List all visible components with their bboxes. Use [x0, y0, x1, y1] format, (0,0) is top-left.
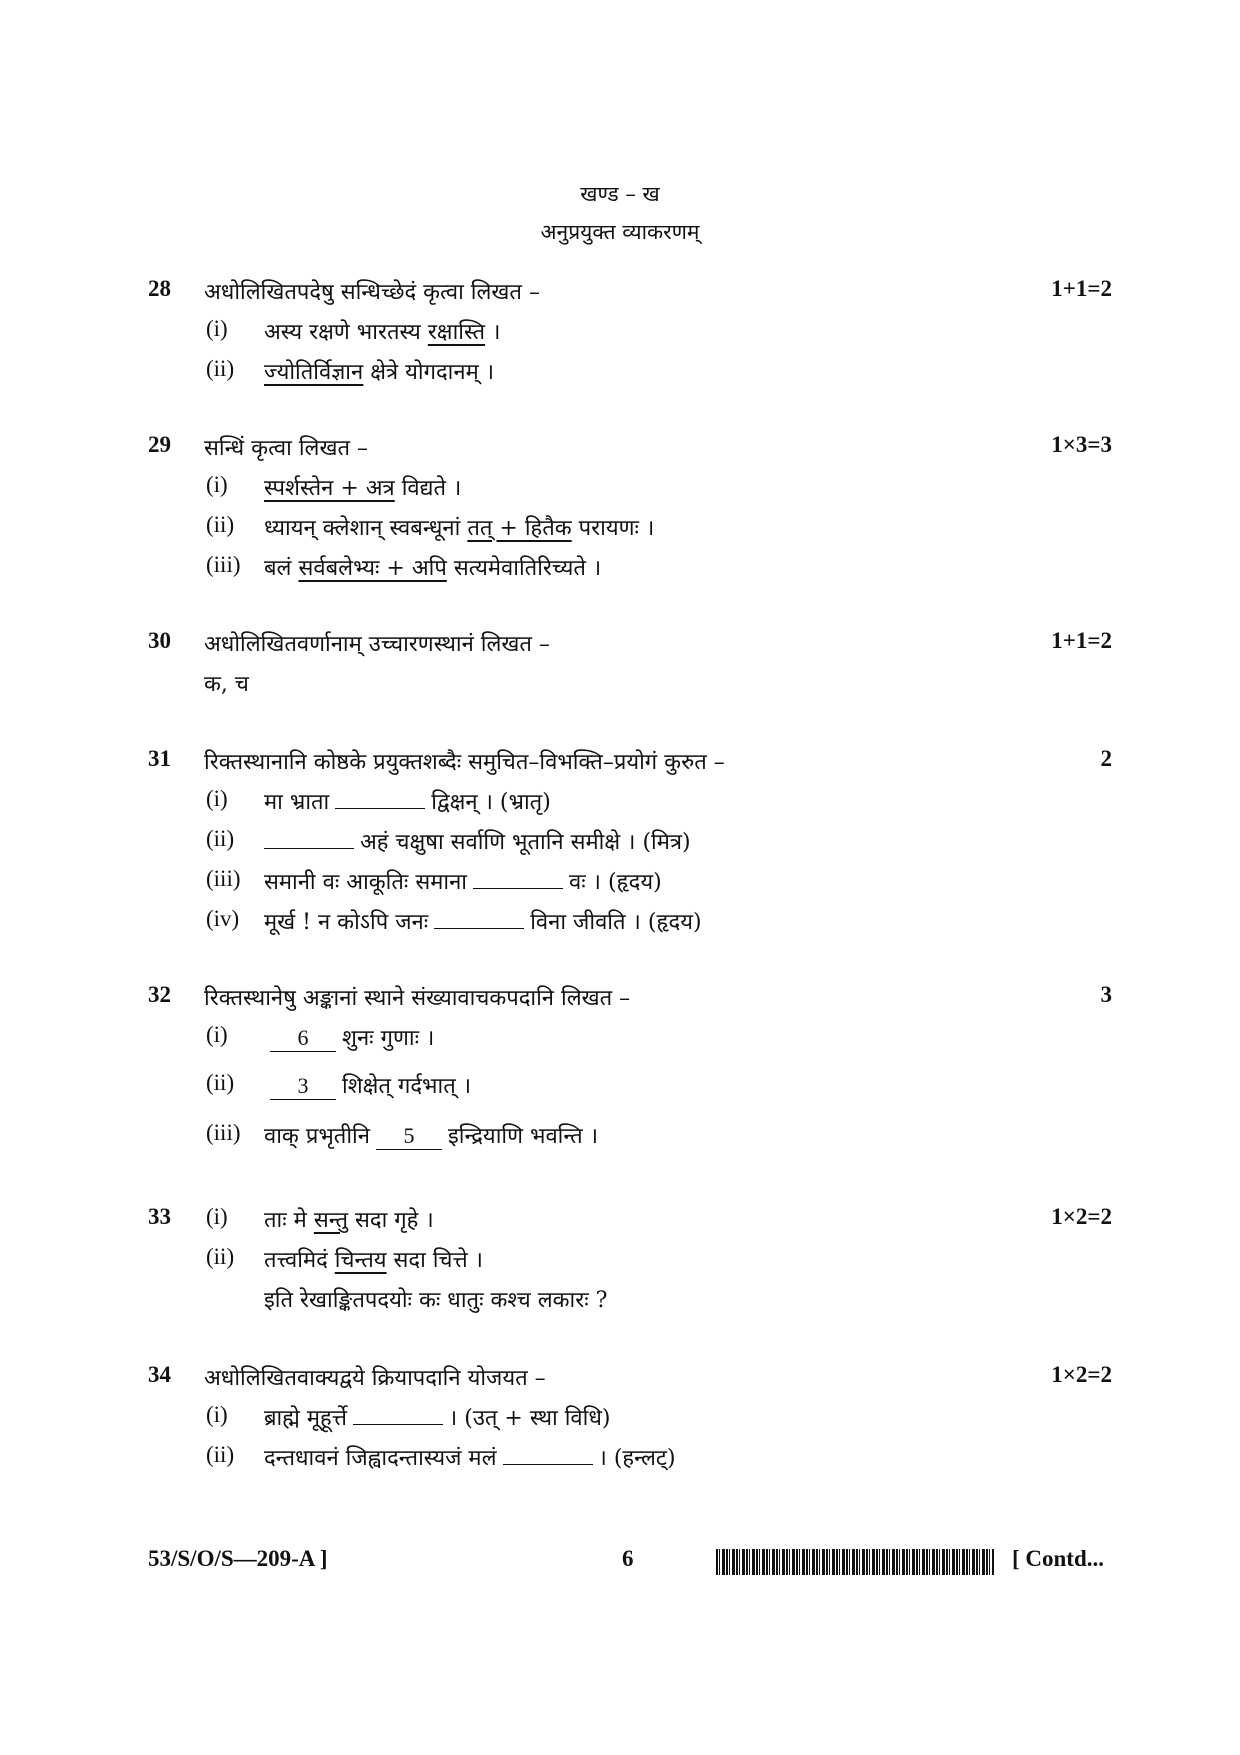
- question-30: [0, 628, 1240, 708]
- sub-question: (i) ब्राह्मे मूहूर्त्ते । (उत् + स्था विधि): [206, 1402, 611, 1431]
- question-number: 30: [148, 628, 171, 653]
- page-number: 6: [622, 1546, 634, 1571]
- question-text: रिक्तस्थानेषु अङ्कानां स्थाने संख्यावाचकपदानि लिखत –: [204, 986, 631, 1011]
- question-number: 32: [148, 982, 171, 1007]
- question-number: 33: [148, 1204, 171, 1229]
- underlined-word: सर्वबलेभ्यः + अपि: [298, 556, 447, 581]
- question-31: [0, 746, 1240, 946]
- fill-blank: [473, 866, 563, 889]
- question-number: 34: [148, 1362, 171, 1387]
- fill-blank: [434, 906, 524, 929]
- question-number: 31: [148, 746, 171, 771]
- sub-question: (ii) ज्योतिर्विज्ञान क्षेत्रे योगदानम् ।: [206, 356, 495, 385]
- question-instruction: इति रेखाङ्कितपदयोः कः धातुः कश्च लकारः ?: [264, 1288, 608, 1313]
- question-33: 33 (i) ताः मे सन्तु सदा गृहे । 1×2=2 (ii) तत्त्वमिदं चिन्तय सदा चित्ते । इति रेखाङ्कितपदयोः कः धातुः कश्च लकारः ?: [0, 1204, 1240, 1324]
- number-blank: 3: [270, 1073, 336, 1100]
- question-marks: 1×2=2: [1051, 1362, 1112, 1387]
- sub-question: (i) स्पर्शस्तेन + अत्र विद्यते ।: [206, 472, 462, 501]
- fill-blank: [353, 1402, 443, 1425]
- question-text: अधोलिखितपदेषु सन्धिच्छेदं कृत्वा लिखत –: [204, 280, 540, 305]
- sub-question: (iv) मूर्ख ! न कोऽपि जनः विना जीवति । (हृदय): [206, 906, 702, 935]
- sub-question: (i) 6 शुनः गुणाः ।: [206, 1022, 435, 1051]
- sub-question: (iii) वाक् प्रभृतीनि 5 इन्द्रियाणि भवन्ति ।: [206, 1120, 599, 1149]
- fill-blank: [335, 786, 425, 809]
- page-footer: [0, 1546, 1240, 1586]
- question-marks: 2: [1100, 746, 1112, 771]
- number-blank: 6: [270, 1025, 336, 1052]
- question-29: [0, 432, 1240, 592]
- question-number: 28: [148, 276, 171, 301]
- continued-label: [ Contd...: [1012, 1546, 1105, 1571]
- underlined-word: चिन्तय: [334, 1248, 387, 1273]
- fill-blank: [264, 826, 354, 849]
- question-marks: 1×3=3: [1051, 432, 1112, 457]
- sub-question: (ii) दन्तधावनं जिह्वादन्तास्यजं मलं । (हन्लट्): [206, 1442, 676, 1471]
- underlined-word: रक्षास्ति: [427, 320, 486, 345]
- underlined-word: ज्योतिर्विज्ञान: [264, 360, 364, 385]
- underlined-word: सन्तु: [313, 1208, 349, 1233]
- sub-question: (iii) बलं सर्वबलेभ्यः + अपि सत्यमेवातिरिच्यते ।: [206, 552, 602, 581]
- section-title: अनुप्रयुक्त व्याकरणम्: [540, 220, 700, 244]
- question-32: [0, 982, 1240, 1160]
- question-marks: 1+1=2: [1051, 628, 1112, 653]
- sub-question: (i) मा भ्राता द्विक्षन् । (भ्रातृ): [206, 786, 551, 815]
- question-text: रिक्तस्थानानि कोष्ठके प्रयुक्तशब्दैः समुचित–विभक्ति–प्रयोगं कुरुत –: [204, 750, 725, 775]
- paper-code: 53/S/O/S—209-A ]: [148, 1546, 328, 1571]
- fill-blank: [503, 1442, 593, 1465]
- underlined-word: स्पर्शस्तेन + अत्र: [264, 476, 395, 501]
- question-marks: 1×2=2: [1051, 1204, 1112, 1229]
- sub-question: (i) अस्य रक्षणे भारतस्य रक्षास्ति ।: [206, 316, 501, 345]
- sub-question: (ii) तत्त्वमिदं चिन्तय सदा चित्ते ।: [206, 1244, 483, 1273]
- question-28: [0, 276, 1240, 396]
- answer-line: क, च: [204, 672, 249, 697]
- sub-question: (ii) 3 शिक्षेत् गर्दभात् ।: [206, 1070, 472, 1099]
- question-34: [0, 1362, 1240, 1482]
- sub-question: (ii) ध्यायन् क्लेशान् स्वबन्धूनां तत् + हितैक परायणः ।: [206, 512, 655, 541]
- question-text: सन्धिं कृत्वा लिखत –: [204, 436, 368, 461]
- question-number: 29: [148, 432, 171, 457]
- question-marks: 3: [1100, 982, 1112, 1007]
- section-heading: खण्ड – ख: [580, 182, 660, 206]
- sub-question: (ii) अहं चक्षुषा सर्वाणि भूतानि समीक्षे । (मित्र): [206, 826, 691, 855]
- question-marks: 1+1=2: [1051, 276, 1112, 301]
- number-blank: 5: [376, 1123, 442, 1150]
- question-text: अधोलिखितवर्णानाम् उच्चारणस्थानं लिखत –: [204, 632, 550, 657]
- question-text: अधोलिखितवाक्यद्वये क्रियापदानि योजयत –: [204, 1366, 546, 1391]
- barcode-icon: [716, 1549, 994, 1575]
- sub-question: (iii) समानी वः आकूतिः समाना वः । (हृदय): [206, 866, 662, 895]
- underlined-word: तत् + हितैक: [467, 516, 572, 541]
